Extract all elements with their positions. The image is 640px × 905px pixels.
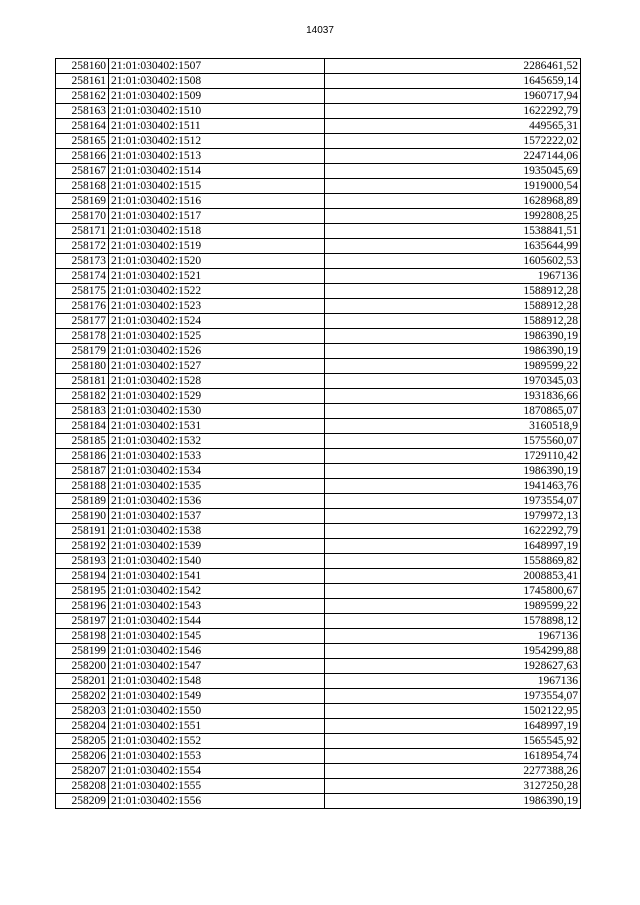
record-number-cell: 258206 [56,749,109,764]
cadastral-number-cell: 21:01:030402:1546 [109,644,325,659]
cadastral-number-cell: 21:01:030402:1509 [109,89,325,104]
cadastral-number-cell: 21:01:030402:1512 [109,134,325,149]
record-number-cell: 258190 [56,509,109,524]
cadastral-number-cell: 21:01:030402:1534 [109,464,325,479]
cadastral-value-cell: 1970345,03 [325,374,581,389]
cadastral-number-cell: 21:01:030402:1516 [109,194,325,209]
record-number-cell: 258161 [56,74,109,89]
cadastral-value-cell: 1575560,07 [325,434,581,449]
record-number-cell: 258174 [56,269,109,284]
record-number-cell: 258202 [56,689,109,704]
table-row [56,314,581,329]
record-number-cell: 258179 [56,344,109,359]
table-row [56,284,581,299]
cadastral-number-cell: 21:01:030402:1528 [109,374,325,389]
cadastral-value-cell: 3160518,9 [325,419,581,434]
cadastral-number-cell: 21:01:030402:1536 [109,494,325,509]
record-number-cell: 258184 [56,419,109,434]
record-number-cell: 258188 [56,479,109,494]
record-number-cell: 258186 [56,449,109,464]
cadastral-number-cell: 21:01:030402:1554 [109,764,325,779]
table-row [56,599,581,614]
table-row [56,164,581,179]
cadastral-value-cell: 1628968,89 [325,194,581,209]
cadastral-value-cell: 449565,31 [325,119,581,134]
record-number-cell: 258194 [56,569,109,584]
cadastral-value-cell: 1973554,07 [325,689,581,704]
cadastral-value-cell: 1635644,99 [325,239,581,254]
cadastral-number-cell: 21:01:030402:1541 [109,569,325,584]
table-row [56,404,581,419]
table-row [56,689,581,704]
cadastral-value-cell: 1648997,19 [325,719,581,734]
cadastral-value-cell: 1622292,79 [325,524,581,539]
record-number-cell: 258200 [56,659,109,674]
record-number-cell: 258177 [56,314,109,329]
cadastral-number-cell: 21:01:030402:1507 [109,59,325,74]
table-row [56,479,581,494]
cadastral-number-cell: 21:01:030402:1547 [109,659,325,674]
record-number-cell: 258163 [56,104,109,119]
record-number-cell: 258191 [56,524,109,539]
cadastral-value-cell: 1954299,88 [325,644,581,659]
table-row [56,749,581,764]
record-number-cell: 258166 [56,149,109,164]
cadastral-value-cell: 1588912,28 [325,299,581,314]
table-row [56,389,581,404]
record-number-cell: 258196 [56,599,109,614]
cadastral-value-cell: 1558869,82 [325,554,581,569]
cadastral-value-cell: 1622292,79 [325,104,581,119]
record-number-cell: 258193 [56,554,109,569]
table-row [56,539,581,554]
record-number-cell: 258203 [56,704,109,719]
cadastral-value-cell: 1967136 [325,629,581,644]
cadastral-number-cell: 21:01:030402:1521 [109,269,325,284]
table-row [56,134,581,149]
cadastral-value-cell: 1928627,63 [325,659,581,674]
cadastral-number-cell: 21:01:030402:1519 [109,239,325,254]
cadastral-number-cell: 21:01:030402:1548 [109,674,325,689]
cadastral-value-cell: 1989599,22 [325,359,581,374]
cadastral-value-cell: 2008853,41 [325,569,581,584]
table-row [56,59,581,74]
cadastral-number-cell: 21:01:030402:1514 [109,164,325,179]
table-row [56,254,581,269]
cadastral-value-cell: 1979972,13 [325,509,581,524]
record-number-cell: 258198 [56,629,109,644]
cadastral-number-cell: 21:01:030402:1520 [109,254,325,269]
cadastral-number-cell: 21:01:030402:1544 [109,614,325,629]
table-row [56,614,581,629]
cadastral-number-cell: 21:01:030402:1524 [109,314,325,329]
cadastral-number-cell: 21:01:030402:1532 [109,434,325,449]
table-body [56,59,581,809]
record-number-cell: 258197 [56,614,109,629]
table-row [56,269,581,284]
cadastral-value-cell: 1986390,19 [325,794,581,809]
record-number-cell: 258205 [56,734,109,749]
record-number-cell: 258182 [56,389,109,404]
cadastral-value-cell: 1992808,25 [325,209,581,224]
cadastral-value-cell: 1986390,19 [325,464,581,479]
cadastral-number-cell: 21:01:030402:1530 [109,404,325,419]
cadastral-value-cell: 1870865,07 [325,404,581,419]
cadastral-number-cell: 21:01:030402:1538 [109,524,325,539]
cadastral-number-cell: 21:01:030402:1511 [109,119,325,134]
table-row [56,779,581,794]
cadastral-value-cell: 1919000,54 [325,179,581,194]
table-row [56,659,581,674]
cadastral-number-cell: 21:01:030402:1529 [109,389,325,404]
cadastral-value-cell: 1578898,12 [325,614,581,629]
cadastral-value-cell: 1745800,67 [325,584,581,599]
table-row [56,119,581,134]
table-row [56,344,581,359]
cadastral-number-cell: 21:01:030402:1535 [109,479,325,494]
table-row [56,494,581,509]
cadastral-value-cell: 1931836,66 [325,389,581,404]
table-row [56,149,581,164]
cadastral-value-cell: 1502122,95 [325,704,581,719]
table-row [56,704,581,719]
record-number-cell: 258180 [56,359,109,374]
cadastral-value-cell: 2286461,52 [325,59,581,74]
cadastral-value-cell: 1989599,22 [325,599,581,614]
cadastral-value-table [55,58,581,809]
table-row [56,644,581,659]
cadastral-value-cell: 1935045,69 [325,164,581,179]
record-number-cell: 258187 [56,464,109,479]
record-number-cell: 258165 [56,134,109,149]
cadastral-number-cell: 21:01:030402:1550 [109,704,325,719]
cadastral-number-cell: 21:01:030402:1527 [109,359,325,374]
cadastral-number-cell: 21:01:030402:1555 [109,779,325,794]
cadastral-value-cell: 1941463,76 [325,479,581,494]
cadastral-value-cell: 1967136 [325,269,581,284]
cadastral-number-cell: 21:01:030402:1552 [109,734,325,749]
cadastral-number-cell: 21:01:030402:1522 [109,284,325,299]
page-number: 14037 [306,25,334,36]
cadastral-number-cell: 21:01:030402:1510 [109,104,325,119]
table-row [56,89,581,104]
cadastral-number-cell: 21:01:030402:1551 [109,719,325,734]
cadastral-number-cell: 21:01:030402:1517 [109,209,325,224]
table-row [56,524,581,539]
cadastral-value-cell: 1729110,42 [325,449,581,464]
table-row [56,74,581,89]
cadastral-number-cell: 21:01:030402:1556 [109,794,325,809]
record-number-cell: 258160 [56,59,109,74]
cadastral-value-cell: 1618954,74 [325,749,581,764]
cadastral-value-cell: 3127250,28 [325,779,581,794]
record-number-cell: 258162 [56,89,109,104]
cadastral-number-cell: 21:01:030402:1513 [109,149,325,164]
table-row [56,584,581,599]
cadastral-value-cell: 1986390,19 [325,329,581,344]
cadastral-value-cell: 1588912,28 [325,314,581,329]
cadastral-value-cell: 1973554,07 [325,494,581,509]
cadastral-number-cell: 21:01:030402:1508 [109,74,325,89]
cadastral-value-cell: 2247144,06 [325,149,581,164]
cadastral-value-cell: 1538841,51 [325,224,581,239]
cadastral-number-cell: 21:01:030402:1539 [109,539,325,554]
table-row [56,299,581,314]
record-number-cell: 258181 [56,374,109,389]
table-row [56,674,581,689]
record-number-cell: 258169 [56,194,109,209]
cadastral-value-cell: 1605602,53 [325,254,581,269]
table-row [56,209,581,224]
table-row [56,194,581,209]
table-row [56,179,581,194]
record-number-cell: 258167 [56,164,109,179]
cadastral-number-cell: 21:01:030402:1553 [109,749,325,764]
record-number-cell: 258178 [56,329,109,344]
cadastral-number-cell: 21:01:030402:1533 [109,449,325,464]
cadastral-value-cell: 1588912,28 [325,284,581,299]
table-row [56,509,581,524]
record-number-cell: 258171 [56,224,109,239]
cadastral-value-cell: 2277388,26 [325,764,581,779]
record-number-cell: 258183 [56,404,109,419]
cadastral-value-cell: 1960717,94 [325,89,581,104]
cadastral-number-cell: 21:01:030402:1549 [109,689,325,704]
table-row [56,359,581,374]
record-number-cell: 258201 [56,674,109,689]
table-row [56,764,581,779]
cadastral-value-cell: 1967136 [325,674,581,689]
record-number-cell: 258176 [56,299,109,314]
table-row [56,374,581,389]
record-number-cell: 258164 [56,119,109,134]
cadastral-number-cell: 21:01:030402:1537 [109,509,325,524]
cadastral-value-cell: 1648997,19 [325,539,581,554]
cadastral-number-cell: 21:01:030402:1515 [109,179,325,194]
table-row [56,104,581,119]
record-number-cell: 258185 [56,434,109,449]
record-number-cell: 258192 [56,539,109,554]
record-number-cell: 258170 [56,209,109,224]
record-number-cell: 258204 [56,719,109,734]
table-row [56,464,581,479]
cadastral-number-cell: 21:01:030402:1543 [109,599,325,614]
record-number-cell: 258172 [56,239,109,254]
table-row [56,569,581,584]
cadastral-number-cell: 21:01:030402:1526 [109,344,325,359]
table-row [56,434,581,449]
record-number-cell: 258173 [56,254,109,269]
table-row [56,449,581,464]
cadastral-value-cell: 1645659,14 [325,74,581,89]
table-row [56,329,581,344]
cadastral-value-cell: 1565545,92 [325,734,581,749]
table-row [56,224,581,239]
cadastral-number-cell: 21:01:030402:1525 [109,329,325,344]
table-row [56,719,581,734]
record-number-cell: 258209 [56,794,109,809]
cadastral-number-cell: 21:01:030402:1523 [109,299,325,314]
table-row [56,794,581,809]
cadastral-number-cell: 21:01:030402:1540 [109,554,325,569]
record-number-cell: 258195 [56,584,109,599]
cadastral-number-cell: 21:01:030402:1518 [109,224,325,239]
table-row [56,419,581,434]
cadastral-number-cell: 21:01:030402:1545 [109,629,325,644]
cadastral-value-cell: 1572222,02 [325,134,581,149]
table-row [56,554,581,569]
cadastral-number-cell: 21:01:030402:1542 [109,584,325,599]
table-row [56,239,581,254]
record-number-cell: 258168 [56,179,109,194]
table-row [56,629,581,644]
record-number-cell: 258175 [56,284,109,299]
record-number-cell: 258207 [56,764,109,779]
record-number-cell: 258208 [56,779,109,794]
record-number-cell: 258199 [56,644,109,659]
cadastral-number-cell: 21:01:030402:1531 [109,419,325,434]
table-row [56,734,581,749]
cadastral-value-cell: 1986390,19 [325,344,581,359]
record-number-cell: 258189 [56,494,109,509]
